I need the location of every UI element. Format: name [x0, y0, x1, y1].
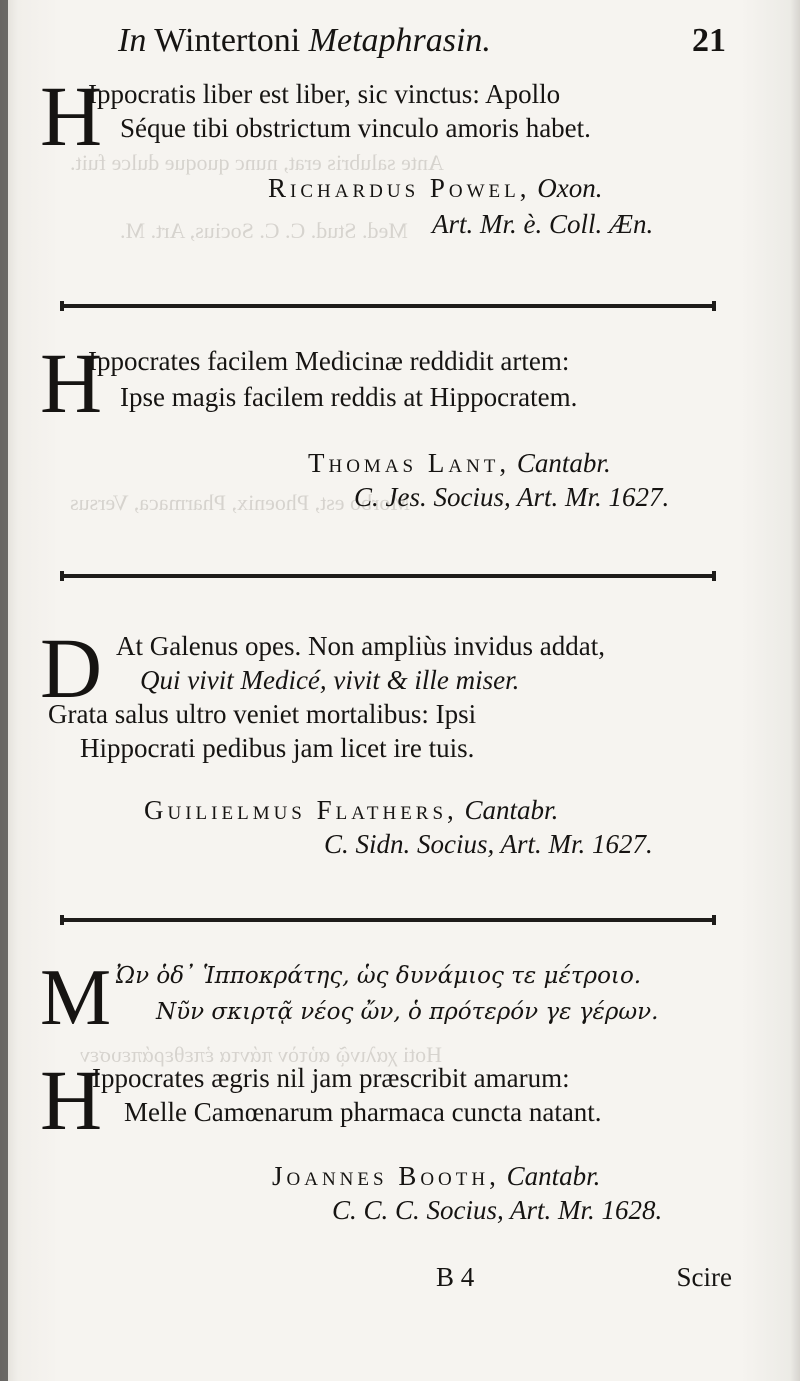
verse-line: Grata salus ultro veniet mortalibus: Ipsi [48, 699, 477, 729]
author-affiliation [332, 1194, 662, 1226]
running-title [118, 22, 491, 60]
drop-initial: H [40, 68, 103, 164]
page-footer [0, 1262, 800, 1302]
author-place: Cantabr. [464, 795, 559, 825]
verse-line: Ippocratis liber est liber, sic vinctus: Apollo [88, 79, 561, 109]
bleed-through-text: Morbo est, Phoenix, Pharmaca, Versus [70, 490, 410, 515]
section-rule [60, 574, 716, 578]
running-title-prefix: In [118, 22, 147, 59]
epigram-2 [40, 335, 740, 525]
verse-text: Qui vivit Medicé, vivit & ille miser. [140, 665, 520, 695]
running-title-main: Wintertoni [154, 22, 301, 59]
bleed-through-text: Med. Stud. C. C. Socius, Art. M. [120, 218, 408, 243]
verse-line: Ippocrates ægris nil jam præscribit amarum: [92, 1063, 570, 1093]
verse-line: Hippocrati pedibus jam licet ire tuis. [80, 733, 475, 763]
bleed-through-text: Ante salubris erat, nunc quoque dulce fuit. [70, 150, 444, 175]
section-rule [60, 304, 716, 308]
running-header [118, 22, 738, 72]
verse-line: Melle Camœnarum pharmaca cuncta natant. [124, 1097, 602, 1127]
author-signature [144, 794, 558, 826]
author-place: Oxon. [537, 173, 603, 203]
page-edge-shadow [0, 0, 8, 1381]
author-name: Richardus Powel, [268, 173, 531, 203]
signature-mark: B 4 [436, 1262, 475, 1292]
author-affiliation [432, 208, 653, 240]
drop-initial: H [40, 335, 103, 431]
verse-line: Ipse magis facilem reddis at Hippocratem. [120, 382, 578, 412]
drop-initial: H [40, 1052, 103, 1148]
epigram-1 [40, 68, 740, 258]
author-place: Cantabr. [506, 1161, 601, 1191]
epigram-3 [40, 620, 740, 870]
page-number: 21 [692, 22, 726, 59]
author-signature [268, 172, 603, 204]
author-detail: C. Sidn. Socius, Art. Mr. 1627. [324, 829, 653, 859]
author-name: Guilielmus Flathers, [144, 795, 458, 825]
author-place: Cantabr. [516, 448, 611, 478]
verse-line [116, 630, 605, 662]
drop-initial: M [40, 954, 112, 1042]
catchword: Scire [676, 1262, 732, 1292]
author-signature [272, 1160, 600, 1192]
author-affiliation [324, 828, 653, 860]
epigram-4-greek [40, 954, 740, 1050]
verse-line: Ippocrates facilem Medicinæ reddidit artem: [88, 346, 570, 376]
verse-line [140, 664, 519, 696]
author-name: Thomas Lant, [308, 448, 511, 478]
author-detail: C. C. C. Socius, Art. Mr. 1628. [332, 1195, 663, 1225]
verse-text: At Galenus opes. Non ampliùs invidus addat, [116, 631, 605, 661]
author-detail: Art. Mr. è. Coll. Æn. [432, 209, 654, 239]
verse-line: Ὠν ὁδ᾽ Ἱπποκράτης, ὡς δυνάμιος τε μέτροιο. [116, 963, 642, 989]
section-rule [60, 918, 716, 922]
verse-line: Νῦν σκιρτᾷ νέος ὤν, ὁ πρότερόν γε γέρων. [156, 999, 659, 1025]
author-detail: C. Jes. Socius, Art. Mr. 1627. [354, 482, 670, 512]
verse-line: Séque tibi obstrictum vinculo amoris habet. [120, 113, 591, 143]
bleed-through-text: Hoti χαλινῷ αὐτὸν πάντα ἐπεθεράπευσεν [80, 1042, 442, 1067]
drop-initial: D [40, 620, 103, 716]
author-name: Joannes Booth, [272, 1161, 500, 1191]
author-signature [308, 447, 611, 479]
running-title-suffix: Metaphrasin. [308, 22, 491, 59]
author-affiliation [354, 481, 669, 513]
